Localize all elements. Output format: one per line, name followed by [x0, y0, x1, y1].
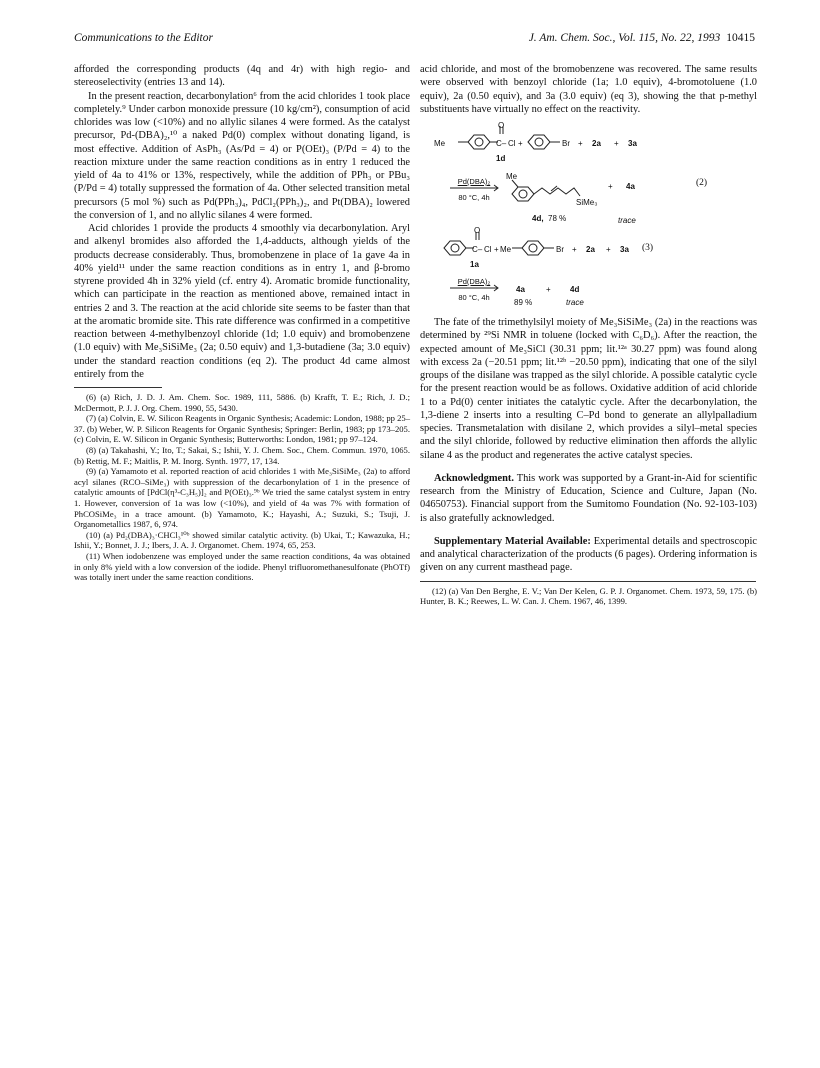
benzene-ring	[512, 187, 534, 201]
benzene-ring	[468, 135, 490, 149]
plus-sign: +	[578, 139, 583, 148]
product-4d-label: 4d	[570, 285, 580, 294]
chloride: Cl	[484, 245, 492, 254]
catalyst-label: Pd(DBA)₂	[457, 277, 491, 286]
carbonyl-oxygen: O	[498, 121, 505, 130]
plus-sign: +	[518, 139, 523, 148]
methyl-group: Me	[500, 245, 512, 254]
left-paragraph-2: In the present reaction, decarbonylation⁶ from the acid chlorides 1 took place completely.⁹ Under carbon monoxide pressure (10 kg/cm²), consumption of acid chlorides was low (<10%) and no allylic silanes 4 were formed. As the catalyst precursor, Pd-(DBA)₂,¹⁰ a naked Pd(0) complex without donating ligand, is most effective. Addition of AsPh₃ (As/Pd = 4) or P(OEt)₃ (P/Pd = 4) to the reaction mixture under the same reaction conditions as in entry 1 reduced the yield of 4a to 41% or 13%, respectively, while the addition of PPh₃ or PBu₃ (P/Pd = 4) totally suppressed the formation of 4a. Other selected transition metal precursors (5 mol %) such as Pd(PPh₃)₄, PdCl₂(PPh₃)₂, and Pt(DBA)₂ lowered the conversion of 1, and no allylic silanes 4 were formed.	[74, 90, 410, 221]
page-number: 10415	[726, 32, 755, 44]
right-paragraph-1: acid chloride, and most of the bromobenzene was recovered. The same results were observed with benzoyl chloride (1a; 1.0 equiv), 4-bromotoluene (1.0 equiv), 2a (0.50 equiv), and 3a (3.0 equiv) (eq 3), showing the that p-methyl substituents have virtually no effect on the reactivity.	[420, 64, 757, 115]
left-column	[74, 63, 410, 583]
journal-citation: J. Am. Chem. Soc., Vol. 115, No. 22, 1993	[528, 32, 721, 44]
catalyst-label: Pd(DBA)₂	[457, 177, 491, 186]
left-paragraph-3: Acid chlorides 1 provide the products 4 smoothly via decarbonylation. Aryl and alkenyl bromides also afforded the 1,4-adducts, although yields of the products decrease considerably. Thus, bromobenzene in place of 1a gave 4a in 40% yield¹¹ under the same reaction conditions as in entry 1, and β-bromo styrene provided 4h in 32% yield (cf. entry 4). Aromatic bromide functionality, which can participate in the reaction as mentioned above, remained intact in entries 2 and 3. The reaction at the acid chloride site seems to be faster than that at the aromatic bromide site. This rate difference was confirmed in a competitive reaction between 4-methylbenzoyl chloride (1d; 1.0 equiv) and bromobenzene (1.0 equiv) with Me₃SiSiMe₃ (2a; 0.50 equiv) and 1,3-butadiene (3a; 3.0 equiv) under the standard reaction conditions (eq 2). The product 4d came almost entirely from the	[74, 223, 410, 380]
right-paragraph-2: The fate of the trimethylsilyl moiety of Me₃SiSiMe₃ (2a) in the reactions was determined by ²⁹Si NMR in toluene (locked with C₆D₆). After the reaction, the expected amount of Me₃SiCl (30.31 ppm; lit.¹²ᵃ 30.27 ppm) was found along with excess 2a (−20.51 ppm; lit.¹²ᵇ −20.50 ppm), indicating that one of the silyl groups of the disilane was trapped as the silyl chloride. A possible catalytic cycle for the present reaction would be as follows. Oxidative addition of acid chloride 1 to a Pd(0) center initiates the catalytic cycle. After the decarbonylation, the 1,3-diene 2 inserts into a resulting C–Pd bond to generate an allylpalladium species. Transmetalation with disilane 2, which provides a silyl–metal species and the silyl chloride, followed by reductive elimination then affords the allylic silane 4 as the product and regenerates the active catalyst species.	[420, 317, 757, 461]
right-column	[420, 63, 757, 607]
reagent-2a: 2a	[592, 139, 601, 148]
footnote-8: (8) (a) Takahashi, Y.; Ito, T.; Sakai, S.; Ishii, Y. J. Chem. Soc., Chem. Commun. 1970, 1065. (b) Rettig, M. F.; Maitlis, P. M. Inorg. Synth. 1977, 17, 134.	[74, 444, 410, 466]
acknowledgment-title: Acknowledgment.	[434, 472, 514, 484]
product-4d-label: 4d,	[532, 214, 544, 223]
benzene-ring	[444, 241, 466, 255]
yield-89: 89 %	[514, 298, 533, 307]
footnote-11: (11) When iodobenzene was employed under the same reaction conditions, 4a was obtained in only 8% yield with a low conversion of the iodide. Phenyl trifluoromethanesulfonate (PhOTf) was totally inert under the same reaction conditions.	[74, 550, 410, 583]
plus-sign: +	[494, 245, 499, 254]
footnote-rule	[420, 581, 756, 582]
plus-sign: +	[614, 139, 619, 148]
footnote-rule	[74, 387, 162, 388]
running-header-left: Communications to the Editor	[74, 32, 213, 44]
equation-3-number: (3)	[642, 243, 654, 253]
supplementary-material	[420, 535, 757, 575]
compound-1a-label: 1a	[470, 260, 479, 269]
reagent-2a: 2a	[586, 245, 595, 254]
trace-label: trace	[566, 298, 584, 307]
benzene-ring	[522, 241, 544, 255]
footnote-6: (6) (a) Rich, J. D. J. Am. Chem. Soc. 1989, 111, 5886. (b) Krafft, T. E.; Rich, J. D.; McDermott, P. J. J. Org. Chem. 1990, 55, 5430.	[74, 392, 410, 413]
yield-78: 78 %	[548, 214, 567, 223]
footnote-12: (12) (a) Van Den Berghe, E. V.; Van Der Kelen, G. P. J. Organomet. Chem. 1973, 59, 175. (b) Hunter, B. K.; Reewes, L. W. Can. J. Chem. 1967, 46, 1399.	[420, 585, 757, 607]
carbonyl-oxygen: O	[474, 226, 481, 235]
product-4a-label: 4a	[516, 285, 525, 294]
supplementary-text: Experimental details and spectroscopic and analytical characterization of the products (6 pages). Ordering information is given on any current masthead page.	[420, 535, 757, 574]
product-4a-label: 4a	[626, 182, 635, 191]
equation-2-number: (2)	[696, 178, 708, 188]
trace-label: trace	[618, 216, 636, 225]
reaction-schemes	[420, 120, 757, 310]
bromide: Br	[562, 139, 570, 148]
supplementary-title: Supplementary Material Available:	[434, 535, 591, 547]
chloride: Cl	[508, 139, 516, 148]
methyl-group: Me	[434, 139, 446, 148]
benzene-ring	[528, 135, 550, 149]
left-footnotes	[74, 392, 410, 583]
plus-sign: +	[572, 245, 577, 254]
conditions-label: 80 °C, 4h	[458, 193, 490, 202]
plus-sign: +	[546, 285, 551, 294]
aromatic-circle	[475, 138, 483, 146]
trimethylsilyl-group: SiMe₃	[576, 198, 598, 207]
right-footnotes	[420, 586, 757, 607]
bromide: Br	[556, 245, 564, 254]
left-paragraph-1: afforded the corresponding products (4q and 4r) with high regio- and stereoselectivity (entries 13 and 14).	[74, 64, 410, 89]
running-header-right	[529, 32, 755, 44]
plus-sign: +	[606, 245, 611, 254]
acknowledgment	[420, 472, 757, 525]
reagent-3a: 3a	[620, 245, 629, 254]
acyl-carbon: C–	[496, 139, 507, 148]
footnote-10: (10) (a) Pd₂(DBA)₃·CHCl₃¹⁰ᵇ showed similar catalytic activity. (b) Ukai, T.; Kawazuka, H.; Ishii, Y.; Bonnet, J. J.; Ibers, J. A. J. Organomet. Chem. 1974, 65, 253.	[74, 529, 410, 551]
footnote-7: (7) (a) Colvin, E. W. Silicon Reagents in Organic Synthesis; Academic: London, 1988; pp 25–37. (b) Weber, W. P. Silicon Reagents for Organic Synthesis; Springer: Berlin, 1983; pp 173–205. (c) Colvin, E. W. Silicon in Organic Synthesis; Butterworths: London, 1981; pp 97–124.	[74, 413, 410, 445]
acyl-carbon: C–	[472, 245, 483, 254]
product-methyl: Me	[506, 172, 518, 181]
reagent-3a: 3a	[628, 139, 637, 148]
footnote-9: (9) (a) Yamamoto et al. reported reaction of acid chlorides 1 with Me₃SiSiMe₃ (2a) to afford acyl silanes (RCO–SiMe₃) with suppression of the decarbonylation of 1 in the presence of catalytic amounts of [PdCl(η³-C₃H₅)]₂ and P(OEt)₃.⁹ᵇ We tried the same catalyst system in entry 1. However, conversion of 1a was low (<10%), and yield of 4a was 7% with formation of PhCOSiMe₃ in a trace amount. (b) Yamamoto, K.; Hayashi, A.; Suzuki, S.; Tsuji, J. Organometallics 1987, 6, 974.	[74, 466, 410, 530]
compound-1d-label: 1d	[496, 154, 506, 163]
plus-sign: +	[608, 182, 613, 191]
conditions-label: 80 °C, 4h	[458, 293, 490, 302]
acknowledgment-text: This work was supported by a Grant-in-Aid for scientific research from the Ministry of Education, Science and Culture, Japan (No. 04650753). Financial support from the Sumitomo Foundation (No. 92-103-103) is also gratefully acknowledged.	[420, 472, 757, 524]
